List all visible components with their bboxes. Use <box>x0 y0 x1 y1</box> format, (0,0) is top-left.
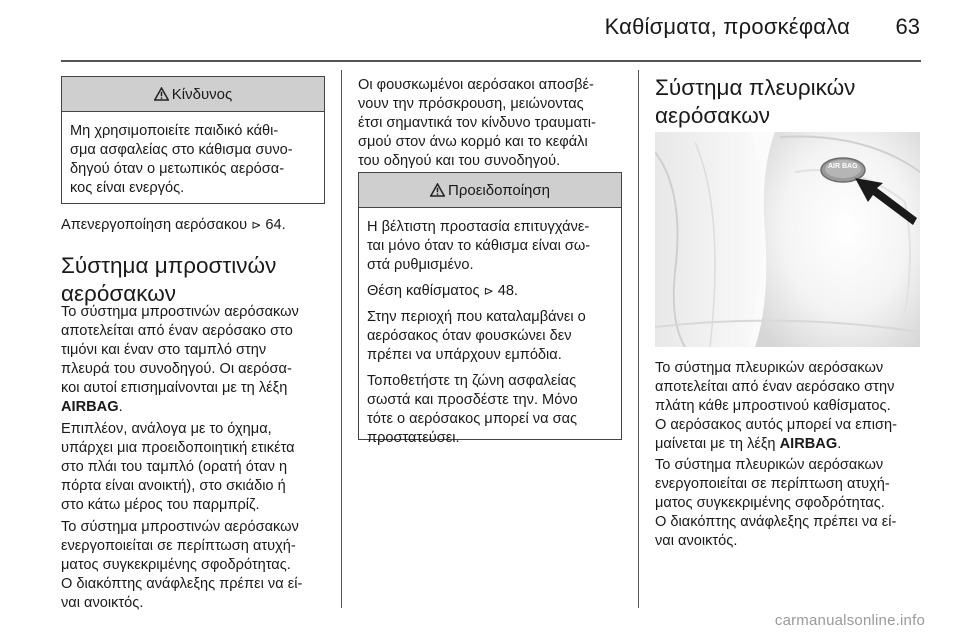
danger-box-title: Κίνδυνος <box>171 85 233 103</box>
text-line: ενεργοποιείται σε περίπτωση ατυχή- <box>61 538 296 554</box>
page-number: 63 <box>895 14 920 39</box>
text-line: πλάτη κάθε μπροστινού καθίσματος. <box>655 398 891 414</box>
front-airbag-paragraph-3 <box>61 518 326 613</box>
text-line: Το σύστημα μπροστινών αερόσακων <box>61 519 299 535</box>
warning-paragraph-2 <box>367 282 613 301</box>
warning-box-title: Προειδοποίηση <box>448 181 550 199</box>
seat-illustration <box>655 132 920 347</box>
text-line: στά ρυθμισμένο. <box>367 257 474 273</box>
warning-paragraph-3 <box>367 308 613 365</box>
text-line: σωστά και προσδέστε την. Μόνο <box>367 392 578 408</box>
text-line: τιμόνι και έναν στο ταμπλό στην <box>61 342 267 358</box>
airbag-keyword: AIRBAG <box>779 436 838 452</box>
text-line: στο πλάι του ταμπλό (ορατή όταν η <box>61 459 288 475</box>
text-line: κοι αυτοί επισημαίνονται με τη λέξη <box>61 380 288 396</box>
text-line: αερόσακος όταν φουσκώνει δεν <box>367 328 572 344</box>
warning-box-header <box>359 173 621 208</box>
text-line: Στην περιοχή που καταλαμβάνει ο <box>367 309 586 325</box>
text-line: ναι ανοικτός. <box>655 533 738 549</box>
text-line: Ο αερόσακος αυτός μπορεί να επιση- <box>655 417 898 433</box>
text-line: μαίνεται με τη λέξη <box>655 436 776 452</box>
text-line: Το σύστημα μπροστινών αερόσακων <box>61 304 299 320</box>
warning-triangle-icon <box>154 87 169 101</box>
header-rule <box>61 60 921 62</box>
heading-line: αερόσακων <box>655 103 771 128</box>
airbag-intro-paragraph <box>358 76 623 171</box>
deactivation-text: Απενεργοποίηση αερόσακου <box>61 217 248 233</box>
text-line: του οδηγού και του συνοδηγού. <box>358 153 561 169</box>
seat-position-text: Θέση καθίσματος <box>367 283 480 299</box>
text-line: ναι ανοικτός. <box>61 595 144 611</box>
text-line: Το σύστημα πλευρικών αερόσακων <box>655 457 884 473</box>
warning-paragraph-1 <box>367 218 613 275</box>
text-line: Η βέλτιστη προστασία επιτυγχάνε- <box>367 219 590 235</box>
text-line: Ο διακόπτης ανάφλεξης πρέπει να εί- <box>61 576 303 592</box>
watermark: carmanualsonline.info <box>774 612 925 629</box>
text-line: αποτελείται από έναν αερόσακο στο <box>61 323 293 339</box>
airbag-badge-label: AIR BAG <box>828 163 858 170</box>
side-airbag-paragraph-1 <box>655 359 925 454</box>
airbag-keyword: AIRBAG <box>61 399 119 415</box>
heading-line: αερόσακων <box>61 281 177 306</box>
warning-box <box>358 172 622 446</box>
text-line: νουν την πρόσκρουση, μειώνοντας <box>358 96 584 112</box>
text-line: προστατεύσει. <box>367 430 460 446</box>
text-line: ματος συγκεκριμένης σφοδρότητας. <box>655 495 885 511</box>
text-line: σμα ασφαλείας στο κάθισμα συνο- <box>70 142 293 158</box>
text-punctuation: . <box>837 436 842 452</box>
column-divider-1 <box>341 70 342 608</box>
front-airbag-heading <box>61 252 326 308</box>
text-line: ενεργοποιείται σε περίπτωση ατυχή- <box>655 476 890 492</box>
side-airbag-seat-image <box>655 132 920 347</box>
text-line: πλευρά του συνοδηγού. Οι αερόσα- <box>61 361 292 377</box>
text-line: αποτελείται από έναν αερόσακο στην <box>655 379 895 395</box>
text-line: Μη χρησιμοποιείτε παιδικό κάθι- <box>70 123 279 139</box>
heading-line: Σύστημα πλευρικών <box>655 75 856 100</box>
side-airbag-paragraph-2 <box>655 456 925 551</box>
text-line: Ο διακόπτης ανάφλεξης πρέπει να εί- <box>655 514 897 530</box>
deactivation-reference <box>61 216 326 235</box>
text-line: δηγού όταν ο μετωπικός αερόσα- <box>70 161 285 177</box>
danger-box-text <box>70 122 316 198</box>
text-punctuation: . <box>118 399 123 415</box>
text-line: κος είναι ενεργός. <box>70 180 185 196</box>
danger-box-header <box>62 77 324 112</box>
page-ref-arrow-icon: ⊳ <box>483 284 494 298</box>
text-line: πρέπει να υπάρχουν εμπόδια. <box>367 347 562 363</box>
text-line: ται μόνο όταν το κάθισμα είναι σω- <box>367 238 591 254</box>
side-airbag-heading <box>655 74 920 130</box>
warning-triangle-icon <box>430 183 445 197</box>
text-line: Τοποθετήστε τη ζώνη ασφαλείας <box>367 373 577 389</box>
warning-box-body <box>359 208 621 456</box>
text-line: πόρτα είναι ανοικτή), στο σκιάδιο ή <box>61 478 286 494</box>
deactivation-page-ref[interactable]: 64. <box>265 217 286 233</box>
text-line: υπάρχει μια προειδοποιητική ετικέτα <box>61 440 295 456</box>
heading-line: Σύστημα μπροστινών <box>61 253 277 278</box>
front-airbag-paragraph-2 <box>61 420 326 515</box>
running-header-title: Καθίσματα, προσκέφαλα <box>604 14 850 39</box>
danger-box-body <box>62 112 324 206</box>
front-airbag-paragraph-1 <box>61 303 326 417</box>
text-line: Το σύστημα πλευρικών αερόσακων <box>655 360 884 376</box>
text-line: ματος συγκεκριμένης σφοδρότητας. <box>61 557 291 573</box>
column-divider-2 <box>638 70 639 608</box>
warning-paragraph-4 <box>367 372 613 448</box>
text-line: έτσι σημαντικά τον κίνδυνο τραυματι- <box>358 115 596 131</box>
text-line: Επιπλέον, ανάλογα με το όχημα, <box>61 421 272 437</box>
text-line: σμού στον άνω κορμό και το κεφάλι <box>358 134 588 150</box>
danger-box <box>61 76 325 204</box>
text-line: τότε ο αερόσακος μπορεί να σας <box>367 411 578 427</box>
text-line: στο κάτω μέρος του παρμπρίζ. <box>61 497 260 513</box>
seat-position-page-ref[interactable]: 48. <box>497 283 518 299</box>
page-ref-arrow-icon: ⊳ <box>251 218 262 232</box>
text-line: Οι φουσκωμένοι αερόσακοι αποσβέ- <box>358 77 594 93</box>
